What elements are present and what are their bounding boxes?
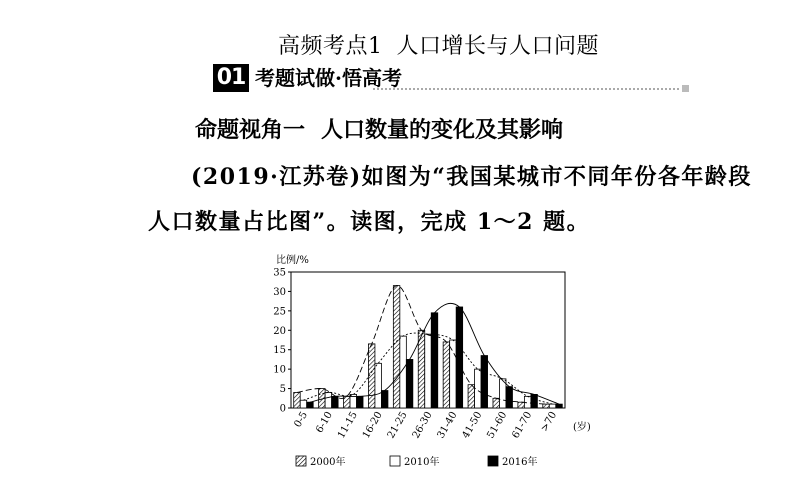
y-axis-label: 比例/%: [276, 255, 309, 266]
x-tick-label: 26-30: [410, 410, 435, 441]
title-topic-number: 高频考点1: [278, 34, 383, 59]
bar-2016年-16-20: [381, 391, 388, 408]
y-tick-label: 35: [273, 267, 286, 279]
subheading-angle: 命题视角一: [195, 117, 306, 143]
section-number-badge: 01: [213, 64, 249, 92]
y-tick-label: 5: [279, 384, 286, 396]
bar-2010年-31-40: [450, 340, 457, 408]
legend-label-2016年: 2016年: [502, 457, 538, 468]
bar-2016年->70: [556, 404, 563, 408]
x-tick-label: 21-25: [385, 410, 410, 441]
bar-2000年->70: [543, 404, 550, 408]
bar-2016年-26-30: [431, 313, 438, 408]
bar-2010年-6-10: [325, 392, 332, 408]
question-line-1: (2019·江苏卷)如图为“我国某城市不同年份各年龄段: [191, 164, 752, 190]
bar-2000年-0-5: [294, 392, 301, 408]
bar-2016年-11-15: [357, 396, 364, 408]
bar-2010年-26-30: [425, 334, 432, 408]
bar-2016年-31-40: [456, 307, 463, 408]
y-tick-label: 30: [273, 286, 286, 298]
bar-2000年-61-70: [518, 402, 525, 408]
legend-swatch-2010年: [390, 456, 400, 466]
x-tick-label: 41-50: [460, 410, 485, 441]
bar-2000年-31-40: [443, 342, 450, 408]
legend-label-2000年: 2000年: [310, 457, 346, 468]
bar-2016年-6-10: [332, 396, 339, 408]
x-tick-label: 31-40: [435, 410, 460, 441]
bar-2016年-61-70: [531, 394, 538, 408]
title-topic-name: 人口增长与人口问题: [396, 34, 600, 59]
bar-2016年-51-60: [506, 387, 513, 408]
y-tick-label: 15: [273, 345, 286, 357]
y-tick-label: 25: [273, 306, 286, 318]
bar-2016年-21-25: [406, 359, 413, 408]
bar-2000年-26-30: [418, 330, 425, 408]
x-axis-label: (岁): [573, 422, 591, 433]
x-tick-label: 16-20: [360, 410, 385, 441]
x-tick-label: >70: [539, 410, 560, 434]
x-tick-label: 61-70: [510, 410, 535, 441]
x-tick-label: 6-10: [314, 410, 335, 435]
section-label: 考题试做·悟高考: [255, 66, 402, 90]
bar-2000年-41-50: [468, 385, 475, 408]
question-line-2: 人口数量占比图”。读图，完成 1～2 题。: [148, 209, 591, 235]
y-tick-label: 10: [273, 364, 286, 376]
bar-2000年-51-60: [493, 398, 500, 408]
bar-2000年-21-25: [393, 286, 400, 408]
legend-label-2010年: 2010年: [404, 457, 440, 468]
bar-2010年->70: [549, 404, 556, 408]
y-tick-label: 0: [279, 403, 286, 415]
bar-2010年-0-5: [300, 400, 307, 408]
subheading-topic: 人口数量的变化及其影响: [321, 117, 564, 143]
bar-2016年-41-50: [481, 356, 488, 408]
x-tick-label: 51-60: [485, 410, 510, 441]
legend-swatch-2000年: [296, 456, 306, 466]
x-tick-label: 11-15: [335, 410, 360, 441]
legend-swatch-2016年: [488, 456, 498, 466]
bar-2016年-0-5: [307, 402, 314, 408]
y-tick-label: 20: [273, 325, 286, 337]
bar-2010年-16-20: [375, 363, 382, 408]
x-tick-label: 0-5: [292, 410, 311, 430]
